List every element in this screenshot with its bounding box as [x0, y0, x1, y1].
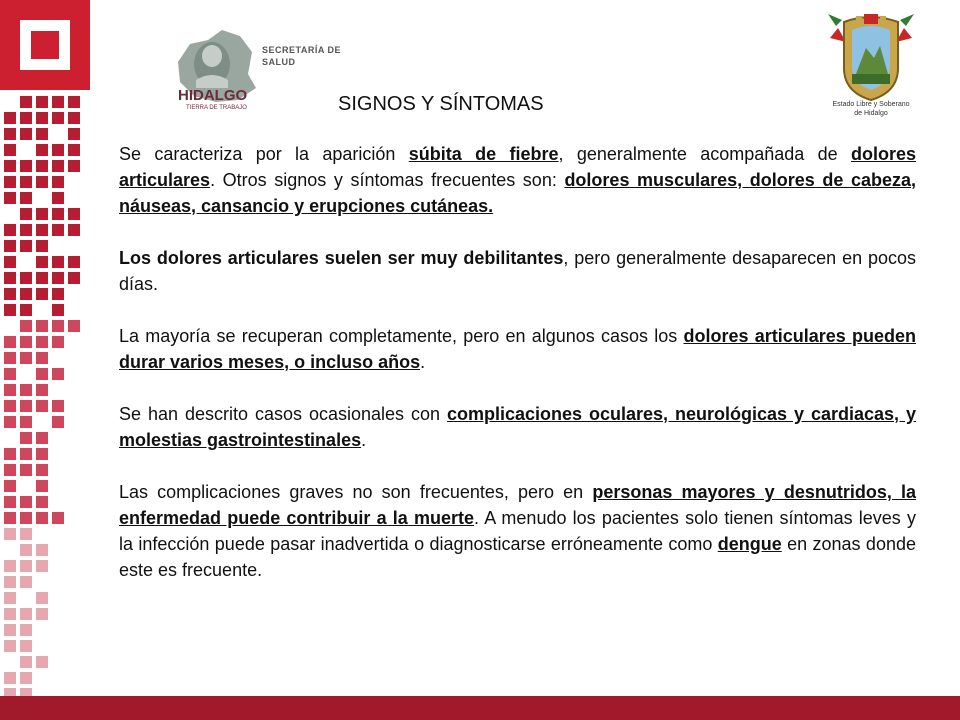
- pattern-square: [20, 464, 32, 476]
- pattern-square: [20, 384, 32, 396]
- footer-bar: [0, 696, 960, 720]
- pattern-square: [4, 288, 16, 300]
- pattern-square: [20, 208, 32, 220]
- pattern-square: [36, 208, 48, 220]
- pattern-square: [20, 624, 32, 636]
- pattern-square: [36, 176, 48, 188]
- p1-text-2: , generalmente acompañada de: [558, 144, 851, 164]
- pattern-square: [52, 512, 64, 524]
- pattern-square: [36, 288, 48, 300]
- paragraph-5: [119, 479, 916, 583]
- pattern-square: [4, 368, 16, 380]
- pattern-square: [68, 224, 80, 236]
- pattern-square: [20, 176, 32, 188]
- pattern-square: [4, 192, 16, 204]
- pattern-square: [4, 672, 16, 684]
- pattern-square: [4, 464, 16, 476]
- pattern-square: [36, 496, 48, 508]
- paragraph-4: [119, 401, 916, 453]
- pattern-square: [52, 224, 64, 236]
- p2-bold-1: Los dolores articulares suelen ser muy debilitantes: [119, 248, 564, 268]
- pattern-square: [4, 480, 16, 492]
- pattern-square: [68, 256, 80, 268]
- pattern-square: [52, 368, 64, 380]
- p1-emphasis-1: súbita de fiebre: [408, 144, 559, 164]
- pattern-square: [52, 320, 64, 332]
- p5-text-3: en zonas donde este es frecuente.: [119, 534, 916, 580]
- pattern-square: [36, 128, 48, 140]
- pattern-square: [20, 400, 32, 412]
- pattern-square: [20, 288, 32, 300]
- pattern-square: [4, 528, 16, 540]
- pattern-square: [4, 128, 16, 140]
- pattern-square: [36, 336, 48, 348]
- pattern-square: [4, 160, 16, 172]
- pattern-square: [52, 336, 64, 348]
- p1-text-1: Se caracteriza por la aparición: [119, 144, 409, 164]
- pattern-square: [4, 560, 16, 572]
- p5-emphasis-1: personas mayores y desnutridos, la enfermedad puede contribuir a la muerte: [119, 482, 916, 528]
- pattern-square: [4, 272, 16, 284]
- pattern-square: [52, 256, 64, 268]
- pattern-square: [4, 352, 16, 364]
- pattern-square: [52, 112, 64, 124]
- hidalgo-logo-subtext: TIERRA DE TRABAJO: [186, 105, 247, 111]
- pattern-square: [20, 432, 32, 444]
- pattern-square: [4, 400, 16, 412]
- pattern-square: [20, 352, 32, 364]
- p3-text-1: La mayoría se recuperan completamente, pero en algunos casos los: [119, 326, 684, 346]
- hidalgo-coat-of-arms-icon: [826, 8, 916, 108]
- p5-text-1: Las complicaciones graves no son frecuentes, pero en: [119, 482, 593, 502]
- pattern-square: [68, 96, 80, 108]
- pattern-square: [68, 112, 80, 124]
- pattern-square: [20, 528, 32, 540]
- pattern-square: [36, 400, 48, 412]
- pattern-square: [36, 432, 48, 444]
- pattern-square: [4, 144, 16, 156]
- paragraph-3: [119, 323, 916, 375]
- pattern-square: [20, 320, 32, 332]
- paragraph-1: [119, 141, 916, 219]
- pattern-square: [20, 96, 32, 108]
- shield-caption-line-1: Estado Libre y Soberano: [832, 101, 910, 108]
- secretaria-line-1: SECRETARÍA DE: [262, 45, 342, 55]
- pattern-square: [20, 576, 32, 588]
- shield-caption: [820, 100, 922, 118]
- pattern-square: [20, 240, 32, 252]
- p5-emphasis-2: dengue: [717, 534, 782, 554]
- pattern-square: [4, 336, 16, 348]
- pattern-square: [68, 160, 80, 172]
- secretaria-salud-label: [262, 44, 341, 68]
- pattern-square: [20, 544, 32, 556]
- page-title: SIGNOS Y SÍNTOMAS: [338, 93, 544, 115]
- pattern-square: [36, 480, 48, 492]
- p4-text-2: .: [361, 430, 367, 450]
- pattern-square: [36, 256, 48, 268]
- corner-logo-icon: [0, 0, 90, 90]
- pattern-square: [68, 272, 80, 284]
- pattern-square: [52, 160, 64, 172]
- pattern-square: [20, 496, 32, 508]
- decorative-side-pattern: [0, 0, 90, 720]
- pattern-square: [4, 496, 16, 508]
- pattern-square: [52, 96, 64, 108]
- secretaria-line-2: SALUD: [262, 57, 296, 67]
- pattern-square: [36, 384, 48, 396]
- pattern-square: [20, 608, 32, 620]
- pattern-square: [4, 256, 16, 268]
- pattern-square: [36, 352, 48, 364]
- pattern-square: [36, 160, 48, 172]
- pattern-square: [4, 304, 16, 316]
- pattern-square: [4, 176, 16, 188]
- pattern-square: [36, 592, 48, 604]
- pattern-square: [4, 448, 16, 460]
- p4-text-1: Se han descrito casos ocasionales con: [119, 404, 447, 424]
- pattern-square: [52, 288, 64, 300]
- body-content: [119, 141, 916, 609]
- p1-text-3: . Otros signos y síntomas frecuentes son:: [210, 170, 565, 190]
- pattern-square: [20, 192, 32, 204]
- pattern-square: [4, 576, 16, 588]
- pattern-square: [4, 640, 16, 652]
- pattern-square: [36, 544, 48, 556]
- pattern-square: [36, 560, 48, 572]
- pattern-square: [4, 608, 16, 620]
- pattern-square: [20, 272, 32, 284]
- p1-emphasis-2: dolores articulares: [119, 144, 917, 190]
- pattern-square: [20, 560, 32, 572]
- pattern-square: [68, 320, 80, 332]
- pattern-square: [36, 464, 48, 476]
- p1-emphasis-3: dolores musculares, dolores de cabeza, náuseas, cansancio y erupciones cutáneas.: [119, 170, 916, 216]
- pattern-square: [4, 112, 16, 124]
- pattern-square: [68, 144, 80, 156]
- pattern-square: [4, 240, 16, 252]
- pattern-square: [4, 592, 16, 604]
- pattern-square: [20, 112, 32, 124]
- pattern-square: [36, 224, 48, 236]
- pattern-square: [4, 512, 16, 524]
- pattern-square: [20, 224, 32, 236]
- pattern-square: [52, 272, 64, 284]
- hidalgo-logo-text: HIDALGO: [178, 87, 248, 104]
- pattern-square: [52, 416, 64, 428]
- pattern-square: [4, 224, 16, 236]
- pattern-square: [20, 656, 32, 668]
- p4-emphasis-1: complicaciones oculares, neurológicas y cardiacas, y molestias gastrointestinales: [119, 404, 916, 450]
- pattern-square: [36, 320, 48, 332]
- pattern-square: [36, 368, 48, 380]
- pattern-square: [20, 416, 32, 428]
- pattern-square: [36, 608, 48, 620]
- pattern-square: [36, 240, 48, 252]
- shield-caption-line-2: de Hidalgo: [854, 110, 888, 117]
- pattern-square: [20, 448, 32, 460]
- pattern-square: [20, 640, 32, 652]
- pattern-square: [20, 672, 32, 684]
- p2-text-1: , pero generalmente desaparecen en pocos días.: [119, 248, 916, 294]
- pattern-square: [4, 416, 16, 428]
- pattern-square: [4, 384, 16, 396]
- pattern-square: [36, 656, 48, 668]
- p3-text-2: .: [420, 352, 426, 372]
- paragraph-2: [119, 245, 916, 297]
- pattern-square: [4, 624, 16, 636]
- pattern-square: [52, 208, 64, 220]
- pattern-square: [36, 144, 48, 156]
- pattern-square: [52, 304, 64, 316]
- pattern-square: [52, 192, 64, 204]
- pattern-square: [52, 400, 64, 412]
- pattern-square: [36, 272, 48, 284]
- pattern-square: [36, 448, 48, 460]
- pattern-square: [68, 208, 80, 220]
- secretaria-salud-hidalgo-logo: [160, 22, 350, 114]
- pattern-square: [68, 128, 80, 140]
- pattern-square: [36, 512, 48, 524]
- pattern-square: [36, 112, 48, 124]
- pattern-square: [20, 512, 32, 524]
- p3-emphasis-1: dolores articulares pueden durar varios meses, o incluso años: [119, 326, 916, 372]
- pattern-square: [20, 160, 32, 172]
- pattern-square: [52, 144, 64, 156]
- pattern-square: [52, 176, 64, 188]
- pattern-square: [20, 128, 32, 140]
- pattern-square: [20, 336, 32, 348]
- pattern-square: [36, 96, 48, 108]
- p5-text-2: . A menudo los pacientes solo tienen síntomas leves y la infección puede pasar inadvertida o diagnosticarse erróneamente como: [119, 508, 916, 554]
- pattern-square: [20, 304, 32, 316]
